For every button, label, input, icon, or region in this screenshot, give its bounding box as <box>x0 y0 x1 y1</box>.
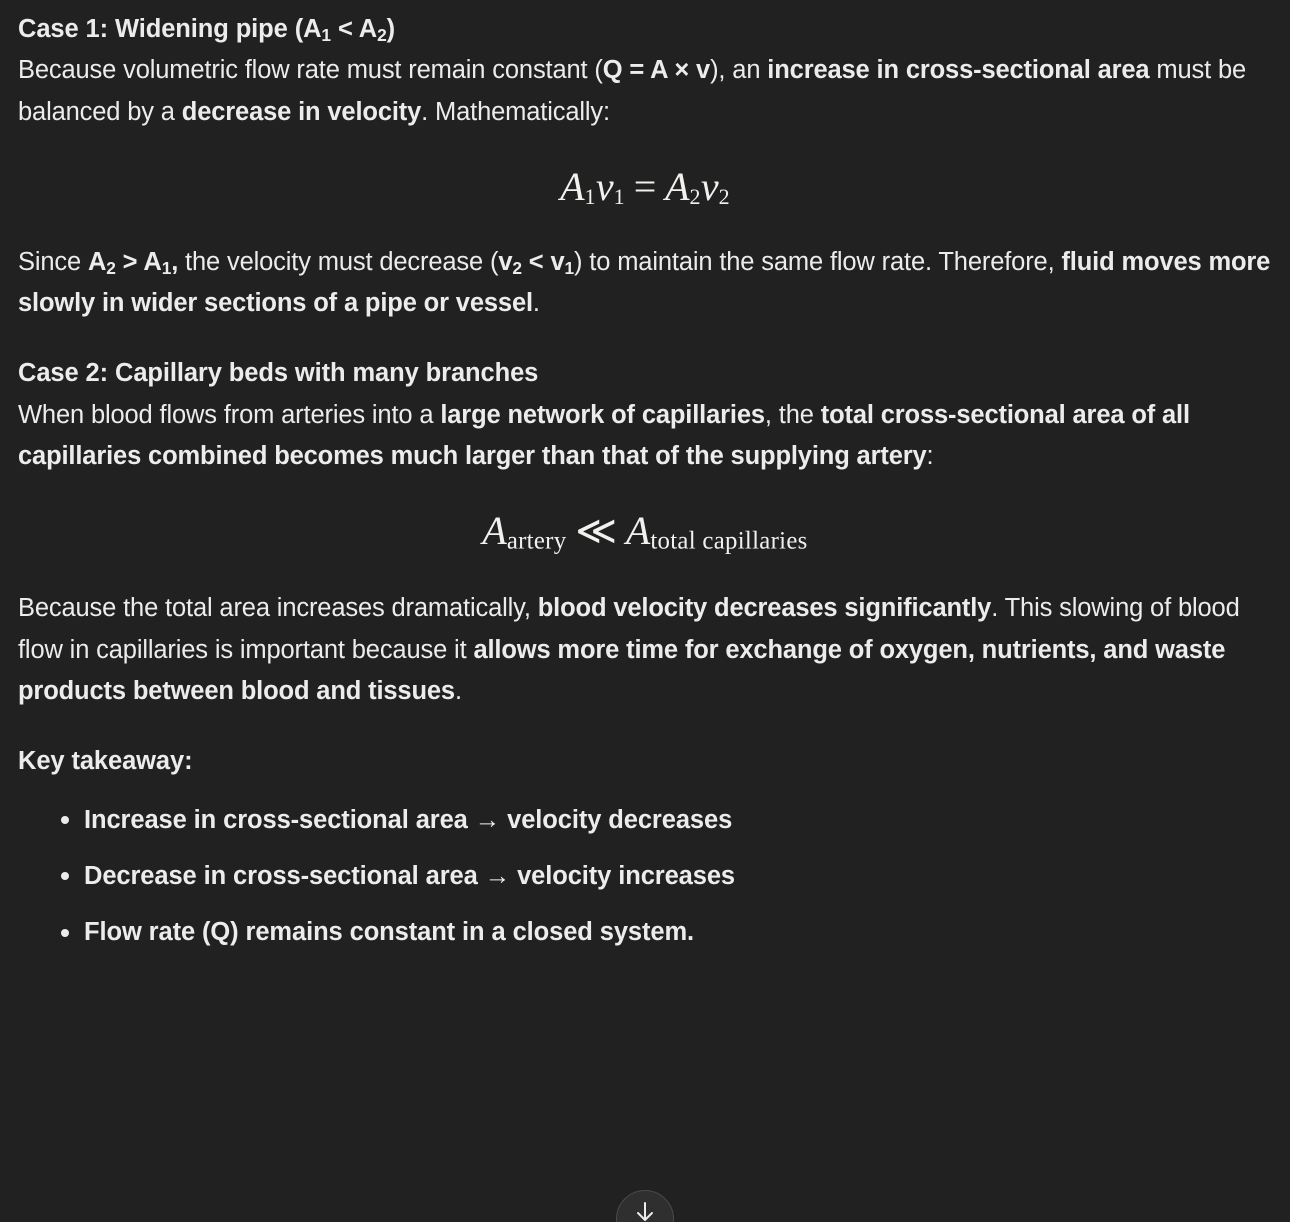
arrow-down-icon <box>635 1202 655 1222</box>
var-v-sub: 2 <box>512 257 522 278</box>
text-segment: : <box>926 441 934 470</box>
var-a-sub: 2 <box>106 257 116 278</box>
formula-lhs-sub2: 1 <box>613 183 625 209</box>
formula-operator: = <box>633 163 657 209</box>
case1-heading <box>18 10 1272 48</box>
case2-paragraph-2 <box>18 588 1272 712</box>
case1-paragraph-2 <box>18 242 1272 325</box>
text-bold: large network of capillaries <box>440 400 765 429</box>
text-segment: must be balanced by a <box>18 56 1247 126</box>
text-segment: . <box>454 677 462 706</box>
text-segment: . This slowing of blood flow in capillaries is important because it <box>18 594 1240 664</box>
text-bold <box>88 248 178 276</box>
text-segment: When blood flows from arteries into a <box>18 400 441 429</box>
formula-lhs-var2: v <box>595 163 614 209</box>
text-bold: allows more time for exchange of oxygen, nutrients, and waste products between blood and tissues <box>18 635 1226 706</box>
formula-rhs-sub: 2 <box>689 183 701 209</box>
case2-paragraph-1 <box>18 395 1272 478</box>
text-bold: increase in cross-sectional area <box>767 56 1150 85</box>
var-v: v <box>498 247 513 276</box>
list-item-text: Flow rate (Q) remains constant in a closed system. <box>84 918 695 947</box>
text-segment: the velocity must decrease ( <box>178 247 499 276</box>
text-bold: decrease in velocity <box>181 97 422 126</box>
comma: , <box>171 247 179 276</box>
case1-paragraph-1 <box>18 50 1272 133</box>
formula-area-comparison <box>18 508 1272 555</box>
case1-heading-mid: < A <box>330 15 378 43</box>
comparison-op: < v <box>521 247 565 276</box>
var-v-sub2: 1 <box>564 257 575 278</box>
text-bold <box>498 248 574 276</box>
formula-rhs-sub2: 2 <box>718 183 730 209</box>
text-segment: . <box>532 289 540 318</box>
key-takeaway-heading: Key takeaway: <box>18 747 193 776</box>
arrow-right-icon: → <box>474 805 501 834</box>
formula-lhs-var: A <box>482 508 507 554</box>
case1-heading-suffix: ) <box>386 15 396 43</box>
text-bold: total cross-sectional area of all capillaries combined becomes much larger than that of the supplying artery <box>18 400 1190 470</box>
case1-heading-sub1: 1 <box>321 24 331 45</box>
var-a-sub2: 1 <box>161 257 172 278</box>
text-segment: , the <box>764 400 821 429</box>
case1-heading-prefix: Case 1: Widening pipe (A <box>18 15 322 43</box>
list-item <box>18 859 1272 893</box>
list-item <box>18 803 1272 837</box>
formula-rhs-var: A <box>625 508 651 554</box>
list-item <box>18 915 1272 949</box>
formula-operator: ≪ <box>575 508 618 554</box>
bullet-icon <box>61 816 69 824</box>
text-segment: Because the total area increases dramatically, <box>18 594 538 623</box>
formula-rhs-var: A <box>665 163 690 209</box>
bullet-icon <box>61 929 69 937</box>
list-item-text-after: velocity increases <box>510 862 736 891</box>
formula-lhs-var: A <box>560 163 585 209</box>
case1-heading-sub2: 2 <box>377 24 387 45</box>
formula-rhs-var2: v <box>700 163 719 209</box>
var-a: A <box>87 247 107 276</box>
list-item-text-after: velocity decreases <box>500 805 733 834</box>
text-bold: fluid moves more slowly in wider sections of a pipe or vessel <box>18 247 1271 318</box>
arrow-right-icon: → <box>484 862 511 891</box>
text-segment: . Mathematically: <box>421 97 610 126</box>
list-item-text: Increase in cross-sectional area <box>84 805 475 834</box>
text-bold: Q = A × v <box>602 56 711 85</box>
list-item-text: Decrease in cross-sectional area <box>84 862 485 891</box>
text-segment: ) to maintain the same flow rate. Therefore, <box>574 247 1062 276</box>
scroll-to-bottom-button[interactable] <box>616 1190 674 1222</box>
section-spacer <box>18 324 1272 354</box>
bullet-icon <box>61 872 69 880</box>
formula-rhs-sub: total capillaries <box>650 527 808 555</box>
key-takeaway-list <box>18 803 1272 950</box>
text-segment: ), an <box>710 56 768 85</box>
section-spacer <box>18 712 1272 742</box>
text-segment: Since <box>18 247 88 276</box>
formula-lhs-sub: 1 <box>584 183 596 209</box>
case2-heading: Case 2: Capillary beds with many branches <box>18 359 539 388</box>
comparison-op: > A <box>115 247 162 276</box>
text-segment: Because volumetric flow rate must remain constant ( <box>18 56 603 85</box>
text-bold: blood velocity decreases significantly <box>537 594 992 623</box>
formula-continuity-equation <box>18 163 1272 209</box>
formula-lhs-sub: artery <box>506 527 567 555</box>
